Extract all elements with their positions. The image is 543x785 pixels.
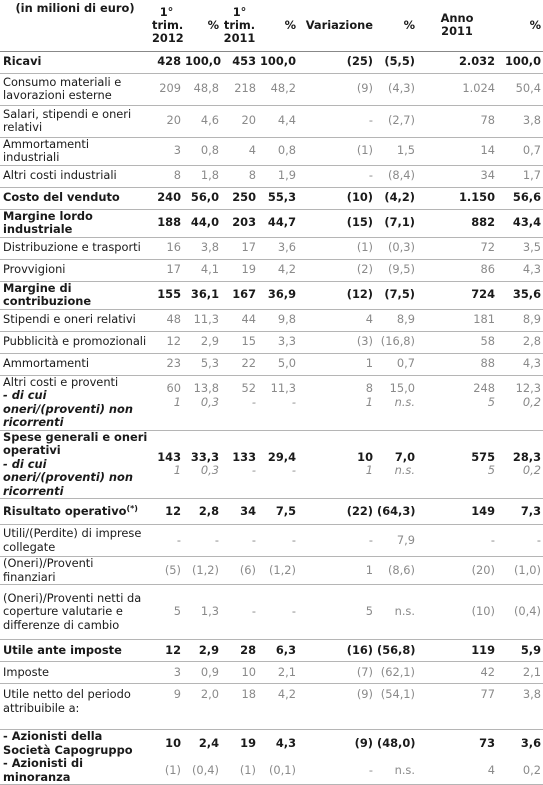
footnote-marker: (*)	[126, 503, 138, 513]
row-margine-lordo: Margine lordo industriale 188 44,0 203 44,7 (15) (7,1) 882 43,4	[0, 209, 543, 237]
row-label: Altri costi e proventi	[3, 374, 119, 389]
row-ammortamenti-industriali: Ammortamenti industriali 3 0,8 4 0,8 (1) 1,5 14 0,7	[0, 137, 543, 165]
header-units: (in milioni di euro)	[0, 0, 150, 51]
row-azionisti: - Azionisti della Società Capogruppo - Azionisti di minoranza 10 (1) 2,4 (0,4) 19 (1) 4,3 (0,1) (9) - (48,0) n.s. 73 4 3,6 0,2	[0, 730, 543, 785]
row-label: - Azionisti della Società Capogruppo	[3, 729, 133, 757]
row-sublabel: - di cui oneri/(proventi) non ricorrenti	[3, 456, 133, 498]
row-margine-contribuzione: Margine di contribuzione 155 36,1 167 36,9 (12) (7,5) 724 35,6	[0, 281, 543, 309]
header-pct-anno: %	[497, 0, 543, 51]
header-q1-2012: 1° trim. 2012	[150, 0, 183, 51]
header-pct-2011: %	[258, 0, 298, 51]
row-costo-venduto: Costo del venduto 240 56,0 250 55,3 (10) (4,2) 1.150 56,6	[0, 187, 543, 209]
row-altri-costi-industriali: Altri costi industriali 8 1,8 8 1,9 - (8,4) 34 1,7	[0, 165, 543, 187]
row-altri-costi-proventi: Altri costi e proventi - di cui oneri/(proventi) non ricorrenti 60 1 13,8 0,3 52 - 11,3 - 8 1 15,0 n.s. 248 5 12,3 0,2	[0, 375, 543, 430]
row-salari: Salari, stipendi e oneri relativi 20 4,6 20 4,4 - (2,7) 78 3,8	[0, 105, 543, 137]
row-consumo-materiali: Consumo materiali e lavorazioni esterne 209 48,8 218 48,2 (9) (4,3) 1.024 50,4	[0, 73, 543, 105]
header-pct-variazione: %	[375, 0, 417, 51]
header-anno-2011: Anno 2011	[417, 0, 497, 51]
header-q1-2011: 1° trim. 2011	[221, 0, 258, 51]
row-label: Spese generali e oneri operativi	[3, 429, 148, 457]
row-imposte: Imposte 3 0,9 10 2,1 (7) (62,1) 42 2,1	[0, 662, 543, 684]
row-oneri-finanziari: (Oneri)/Proventi finanziari (5) (1,2) (6) (1,2) 1 (8,6) (20) (1,0)	[0, 557, 543, 585]
row-ammortamenti: Ammortamenti 23 5,3 22 5,0 1 0,7 88 4,3	[0, 353, 543, 375]
header-variazione: Variazione	[298, 0, 375, 51]
header-pct-2012: %	[183, 0, 221, 51]
row-sublabel: - Azionisti di minoranza	[3, 756, 84, 784]
row-pubblicita: Pubblicità e promozionali 12 2,9 15 3,3 (3) (16,8) 58 2,8	[0, 331, 543, 353]
row-utili-collegate: Utili/(Perdite) di imprese collegate - - - - - 7,9 - -	[0, 525, 543, 557]
row-coperture-valutarie: (Oneri)/Proventi netti da coperture valutarie e differenze di cambio 5 1,3 - - 5 n.s. (10) (0,4)	[0, 585, 543, 640]
row-stipendi: Stipendi e oneri relativi 48 11,3 44 9,8 4 8,9 181 8,9	[0, 309, 543, 331]
row-spese-generali: Spese generali e oneri operativi - di cui oneri/(proventi) non ricorrenti 143 1 33,3 0,3 133 - 29,4 - 10 1 7,0 n.s. 575 5 28,3 0,2	[0, 430, 543, 499]
row-distribuzione: Distribuzione e trasporti 16 3,8 17 3,6 (1) (0,3) 72 3,5	[0, 237, 543, 259]
row-sublabel: - di cui oneri/(proventi) non ricorrenti	[3, 388, 133, 429]
row-utile-netto: Utile netto del periodo attribuibile a: 9 2,0 18 4,2 (9) (54,1) 77 3,8	[0, 684, 543, 730]
row-provvigioni: Provvigioni 17 4,1 19 4,2 (2) (9,5) 86 4,3	[0, 259, 543, 281]
row-risultato-operativo: Risultato operativo(*) 12 2,8 34 7,5 (22) (64,3) 149 7,3	[0, 499, 543, 525]
row-utile-ante-imposte: Utile ante imposte 12 2,9 28 6,3 (16) (56,8) 119 5,9	[0, 640, 543, 662]
row-ricavi: Ricavi 428 100,0 453 100,0 (25) (5,5) 2.032 100,0	[0, 51, 543, 73]
table-header-row	[0, 0, 543, 51]
